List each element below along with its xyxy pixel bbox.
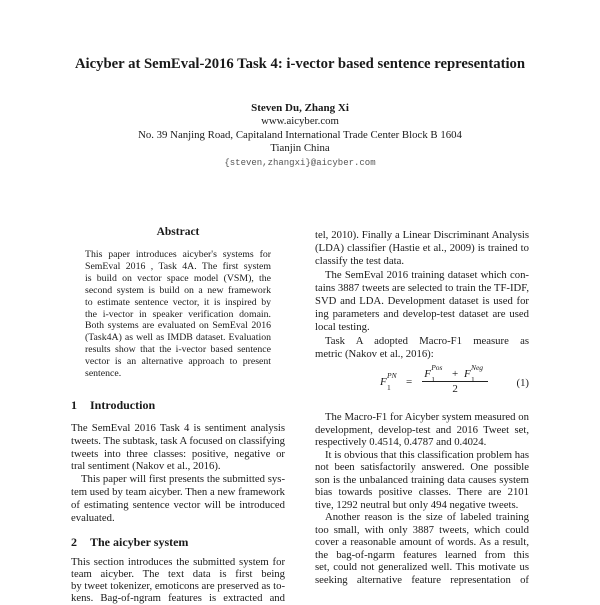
section-title: Introduction	[90, 398, 156, 412]
eq-denominator: 2	[452, 383, 458, 395]
body-line: Task A adopted Macro-F1 measure as	[325, 334, 529, 347]
body-line: tem used by team aicyber. Then a new framework	[71, 486, 285, 498]
abstract-line: vector is an alternative approach to present	[85, 356, 271, 368]
body-line: too small, with only 3887 tweets, which could	[315, 523, 529, 536]
author-names: Steven Du, Zhang Xi	[251, 102, 349, 114]
body-line: tweets into three classes: positive, negative or	[71, 447, 285, 460]
body-line: evaluated.	[71, 511, 115, 524]
body-line: tral sentiment (Nakov et al., 2016).	[71, 460, 221, 473]
author-website: www.aicyber.com	[261, 115, 339, 127]
body-line: Another reason is the size of labeled training	[325, 511, 529, 523]
abstract-line: is build on vector space model (VSM), the	[85, 272, 271, 284]
abstract-line: sentence.	[85, 368, 122, 379]
eq-fraction	[422, 363, 488, 395]
eq-equals: =	[406, 375, 413, 388]
abstract-line: (Task4A) as well as IMDB dataset. Evaluation	[85, 332, 271, 344]
abstract-line: to estimate sentence vector, it is inspired by	[85, 296, 271, 308]
eq-subscript: 1	[387, 382, 391, 392]
abstract-line: This paper introduces aicyber's systems for	[85, 249, 271, 260]
body-line: the bag-of-ngarm features learned from this	[315, 548, 529, 561]
abstract-line: second system is build on a new framework	[85, 284, 271, 296]
body-line: ing parameters and develop-test dataset are used	[315, 308, 529, 321]
body-line: seeking alternative feature representation of	[315, 573, 529, 586]
body-line: by tweet tokenizer, emoticons are preserved as to-	[71, 580, 285, 592]
body-line: kens. Bag-of-ngram features is extracted and	[71, 592, 285, 604]
body-line: This section introduces the submitted system for	[71, 556, 285, 568]
body-line: son is the unbalanced training data causes system	[315, 473, 529, 486]
body-line: tains 3887 tweets are selected to train the TF-IDF,	[315, 281, 529, 294]
abstract-line: SemEval 2016 , Task 4A. The first system	[85, 260, 271, 272]
body-line: This paper will first presents the submitted sys-	[81, 473, 285, 486]
body-line: set, could not generalized well. This motivate us	[315, 561, 529, 573]
body-line: The Macro-F1 for Aicyber system measured on	[325, 411, 529, 423]
section-number: 2	[71, 535, 77, 549]
author-city: Tianjin China	[270, 142, 330, 154]
eq-superscript: PN	[387, 370, 397, 380]
body-line: development, develop-test and 2016 Tweet set,	[315, 423, 529, 436]
body-line: not been satisfactorily answered. One possible	[315, 461, 529, 473]
eq-symbol: F	[424, 368, 431, 380]
eq-plus: +	[451, 368, 459, 380]
body-line: metric (Nakov et al., 2016):	[315, 347, 434, 360]
section-number: 1	[71, 398, 77, 412]
body-line: (LDA) classifier (Hastie et al., 2009) is trained to	[315, 242, 529, 255]
abstract-line: Both systems are evaluated on SemEval 2016	[85, 320, 271, 332]
body-line: tel, 2010). Finally a Linear Discriminant Analysis	[315, 229, 529, 241]
eq-subscript: 1	[470, 375, 475, 384]
eq-symbol: F	[463, 368, 471, 380]
body-line: team aicyber. The text data is first being	[71, 568, 285, 580]
paper-title: Aicyber at SemEval-2016 Task 4: i-vector based sentence representation	[74, 56, 526, 72]
body-line: bias towards positive classes. There are 2101	[315, 486, 529, 498]
eq-numerator	[422, 363, 488, 384]
section-title: The aicyber system	[90, 535, 189, 549]
body-line: respectively 0.4514, 0.4787 and 0.4024.	[315, 436, 487, 448]
abstract-line: results show that the i-vector based sentence	[85, 344, 271, 356]
body-line: The SemEval 2016 Task 4 is sentiment analysis	[71, 422, 285, 434]
equation-macro-f1	[380, 363, 488, 395]
equation-number: (1)	[516, 377, 529, 389]
eq-superscript: Neg	[470, 363, 484, 372]
body-line: tive, 1292 neutral but only 494 negative tweets.	[315, 498, 519, 511]
body-line: cover a reasonable amount of words. As a result,	[315, 536, 529, 548]
author-email: {steven,zhangxi}@aicyber.com	[224, 158, 376, 168]
body-line: local testing.	[315, 321, 370, 334]
abstract-line: the i-vector in speaker verification domain.	[85, 308, 271, 320]
body-line: The SemEval 2016 training dataset which con-	[325, 268, 529, 281]
abstract-heading: Abstract	[156, 226, 200, 238]
eq-subscript: 1	[431, 375, 435, 384]
section-1-heading	[71, 398, 155, 413]
section-2-heading	[71, 535, 188, 550]
author-address: No. 39 Nanjing Road, Capitaland International Trade Center Block B 1604	[138, 129, 462, 141]
body-line: It is obvious that this classification problem has	[325, 448, 529, 461]
body-line: SVD and LDA. Development dataset is used for	[315, 295, 529, 307]
body-line: of estimating sentence vector will be introduced	[71, 498, 285, 511]
eq-superscript: Pos	[431, 363, 443, 372]
eq-symbol: F	[380, 375, 387, 388]
body-line: tweets. The subtask, task A focused on classifying	[71, 434, 285, 447]
body-line: classify the test data.	[315, 255, 405, 268]
